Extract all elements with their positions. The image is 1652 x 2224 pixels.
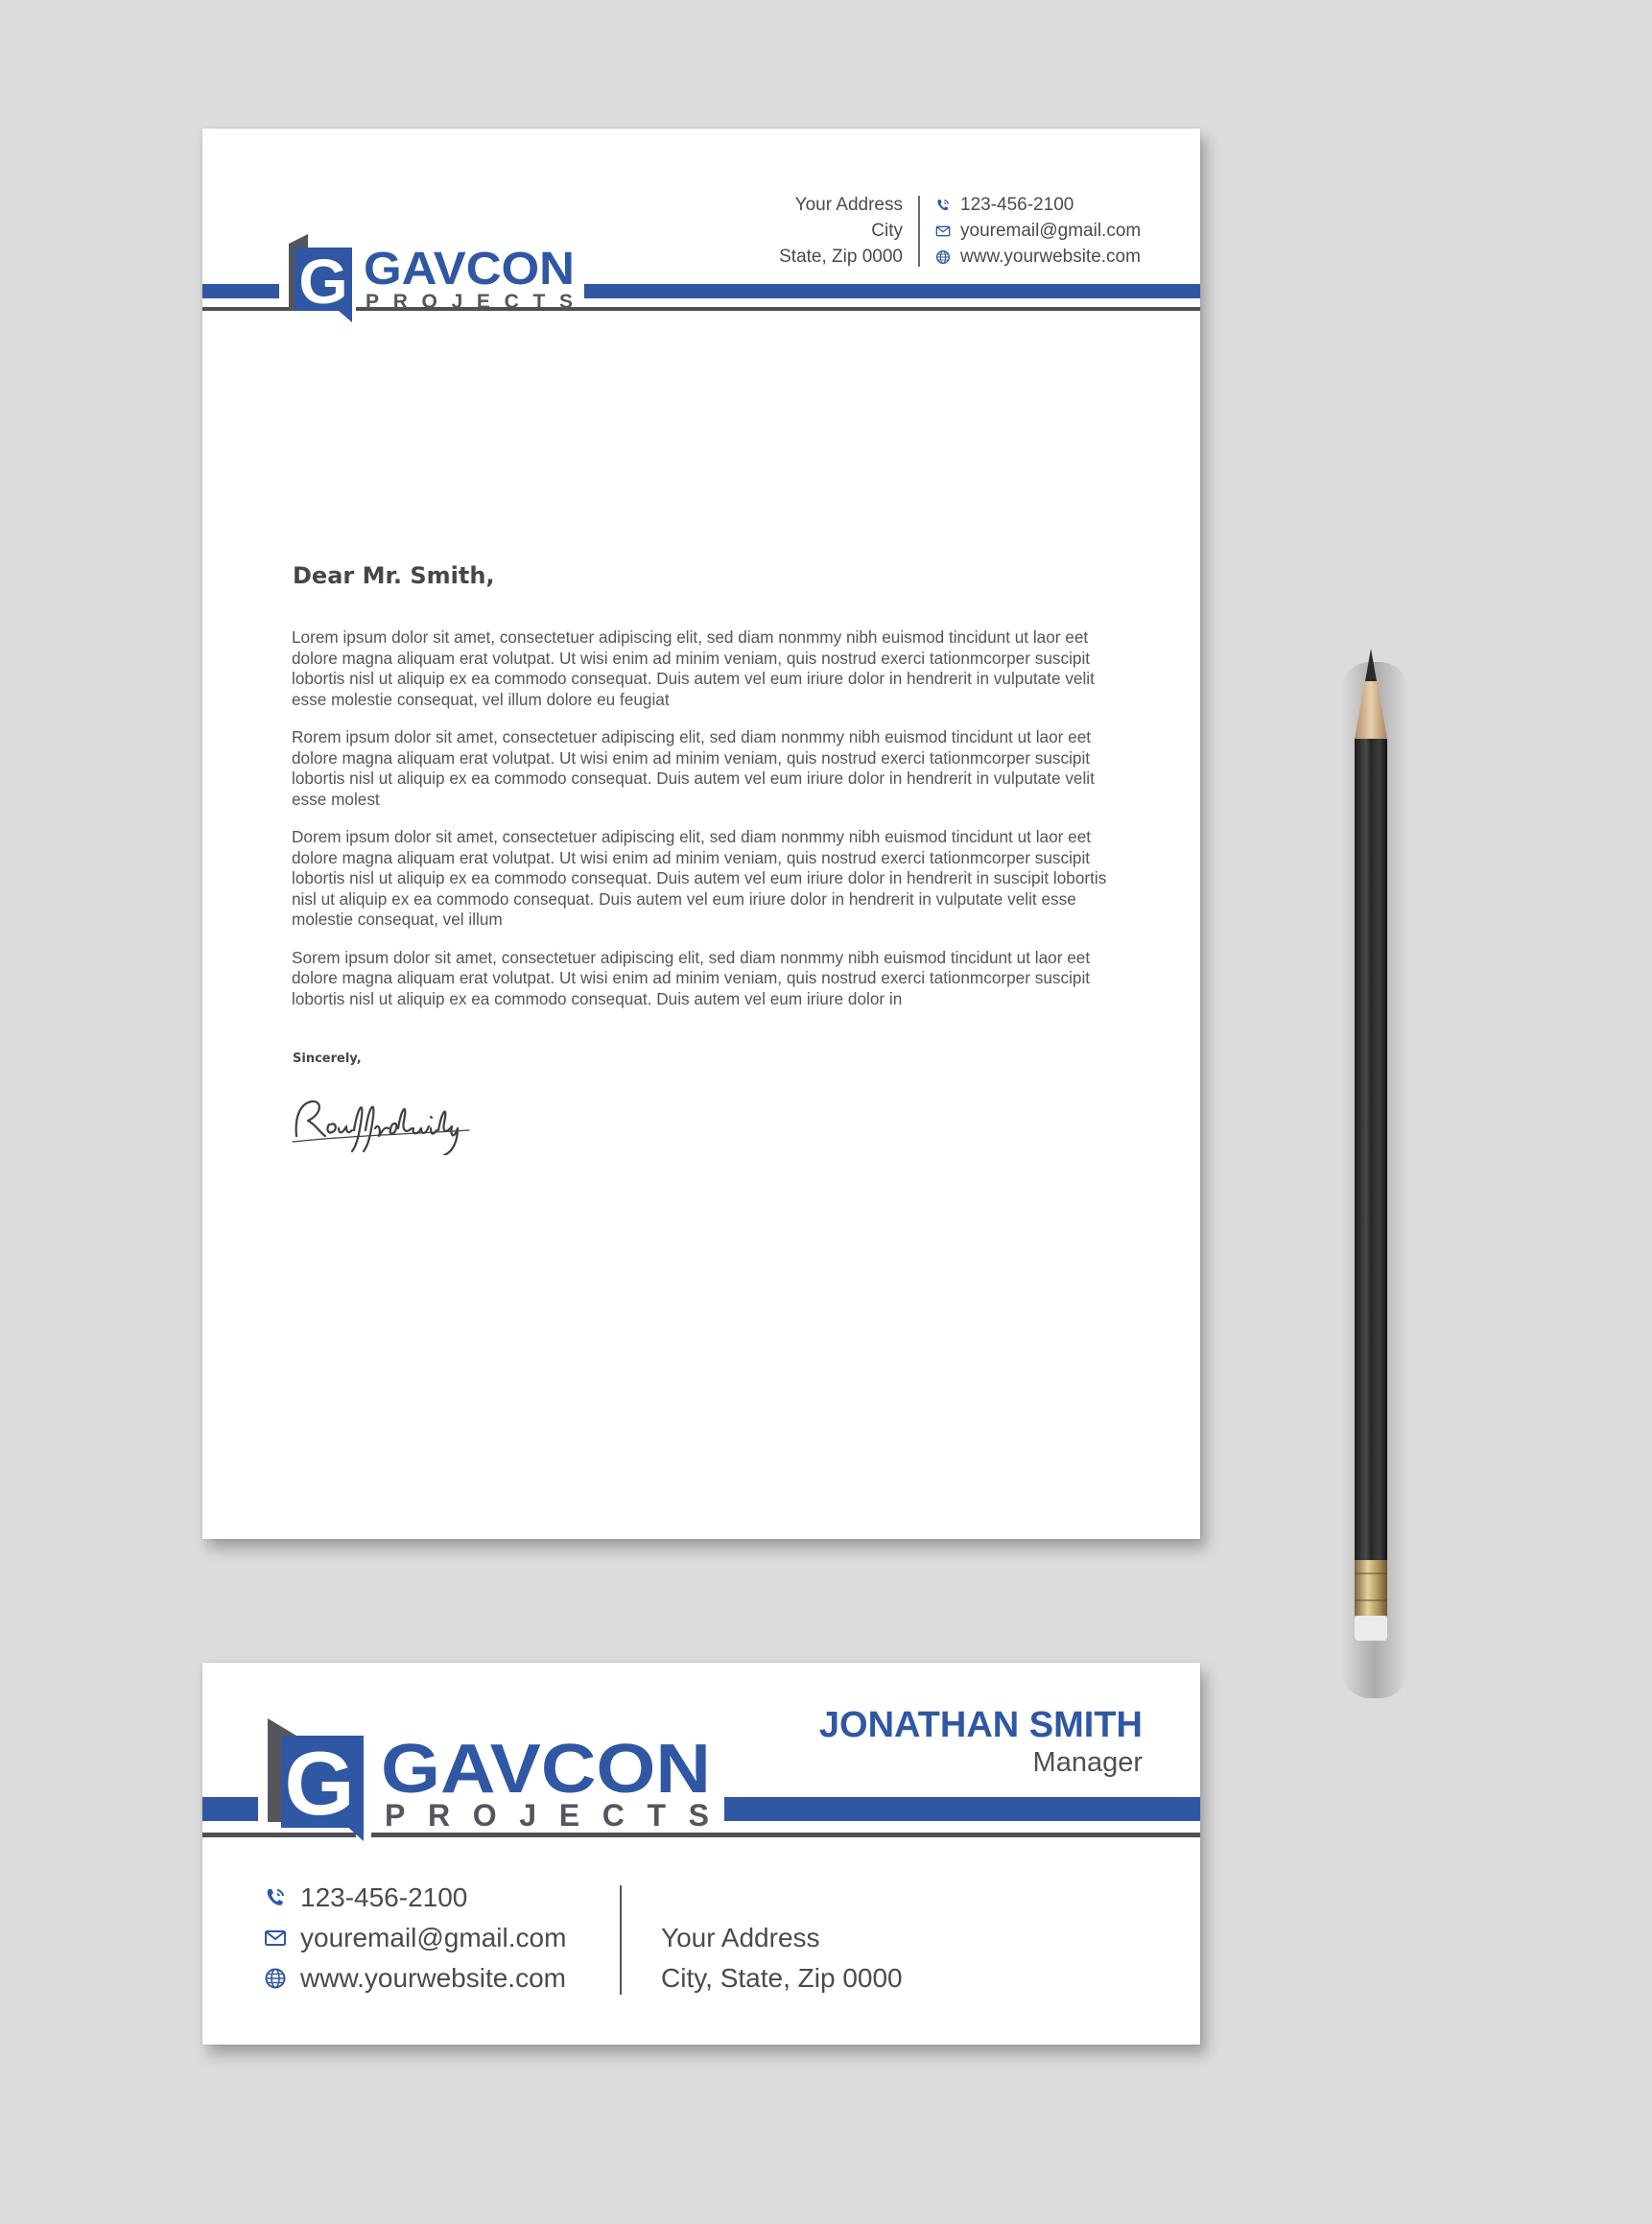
card-logo-letter: G: [284, 1733, 355, 1834]
contact-text: 123-456-2100: [960, 195, 1074, 215]
card-address: [661, 1918, 903, 1999]
paragraph: Dorem ipsum dolor sit amet, consectetuer adipiscing elit, sed diam nonmmy nibh euismod tincidunt ut laor eet dolore magna aliquam erat volutpat. Ut wisi enim ad minim veniam, quis nostrud exerci tationmcorper suscipit lobortis nisl ut aliquip ex ea commodo consequat. Duis autem vel eum iriure dolor in hendrerit in suscipit lobortis nisl ut aliquip ex ea commodo consequat. Duis autem vel eum iriure dolor in hendrerit in vulputate velit esse molestie consequat, vel illum: [292, 827, 1107, 929]
paragraph: Lorem ipsum dolor sit amet, consectetuer adipiscing elit, sed diam nonmmy nibh euismod tincidunt ut laor eet dolore magna aliquam erat volutpat. Ut wisi enim ad minim veniam, quis nostrud exerci tationmcorper suscipit lobortis nisl ut aliquip ex ea commodo consequat. Duis autem vel eum iriure dolor in hendrerit in vulputate velit esse molestie consequat, vel illum dolore eu feugiat: [292, 627, 1095, 709]
address-line: State, Zip 0000: [779, 247, 903, 267]
phone-icon: [264, 1886, 287, 1909]
salutation: Dear Mr. Smith,: [293, 562, 495, 589]
address-line: Your Address: [794, 195, 903, 215]
mail-icon: [935, 224, 951, 239]
card-contact-text: www.yourwebsite.com: [300, 1963, 566, 1993]
signature: [291, 1088, 473, 1155]
contact-email: [935, 218, 1141, 244]
card-address-line: Your Address: [661, 1923, 820, 1952]
logo-letter: G: [298, 246, 348, 317]
paragraph: Sorem ipsum dolor sit amet, consectetuer adipiscing elit, sed diam nonmmy nibh euismod tincidunt ut laor eet dolore magna aliquam erat volutpat. Ut wisi enim ad minim veniam, quis nostrud exerci tationmcorper suscipit lobortis nisl ut aliquip ex ea commodo consequat. Duis autem vel eum iriure dolor in: [292, 947, 1091, 1008]
closing: Sincerely,: [293, 1052, 362, 1066]
contact-phone: [935, 192, 1141, 218]
pencil-illustration: [1333, 633, 1420, 1698]
address-line: City: [871, 221, 903, 241]
globe-icon: [935, 249, 951, 265]
business-card: [202, 1663, 1200, 2045]
letterhead-address: [779, 192, 903, 270]
globe-icon: [264, 1967, 287, 1990]
person-title: Manager: [1032, 1747, 1143, 1778]
contact-text: www.yourwebsite.com: [960, 247, 1141, 267]
header-band-right: [584, 284, 1200, 298]
card-contacts: [264, 1878, 566, 1999]
header-divider: [918, 196, 920, 267]
company-logo: [289, 234, 596, 327]
card-divider: [620, 1885, 622, 1995]
person-name: JONATHAN SMITH: [818, 1705, 1143, 1745]
mail-icon: [264, 1927, 287, 1950]
card-contact-website: [264, 1958, 566, 1999]
card-contact-text: 123-456-2100: [300, 1882, 468, 1912]
card-logo-mark: [268, 1718, 728, 1841]
paragraph: Rorem ipsum dolor sit amet, consectetuer adipiscing elit, sed diam nonmmy nibh euismod tincidunt ut laor eet dolore magna aliquam erat volutpat. Ut wisi enim ad minim veniam, quis nostrud exerci tationmcorper suscipit lobortis nisl ut aliquip ex ea commodo consequat. Duis autem vel eum iriure dolor in hendrerit in vulputate velit esse molest: [292, 727, 1095, 809]
contact-website: [935, 244, 1141, 270]
logo-wordmark: GAVCON: [364, 244, 575, 295]
letter-body: [292, 627, 1122, 1027]
card-contact-email: [264, 1918, 566, 1958]
header-band-left: [202, 284, 279, 298]
letterhead-contacts: [935, 192, 1141, 270]
letterhead-sheet: [202, 129, 1200, 1539]
card-contact-phone: [264, 1878, 566, 1918]
header-rule-left: [202, 307, 289, 311]
contact-text: youremail@gmail.com: [960, 221, 1142, 241]
logo-tagline: PROJECTS: [366, 291, 573, 313]
card-band-right: [724, 1797, 1200, 1821]
card-band-left: [202, 1797, 258, 1821]
phone-icon: [935, 198, 951, 213]
card-contact-text: youremail@gmail.com: [300, 1923, 567, 1952]
card-logo-wordmark: GAVCON: [381, 1731, 711, 1808]
card-company-logo: [268, 1718, 728, 1846]
card-address-line: City, State, Zip 0000: [661, 1963, 903, 1993]
logo-mark: [289, 234, 596, 322]
card-logo-tagline: PROJECTS: [385, 1798, 709, 1833]
